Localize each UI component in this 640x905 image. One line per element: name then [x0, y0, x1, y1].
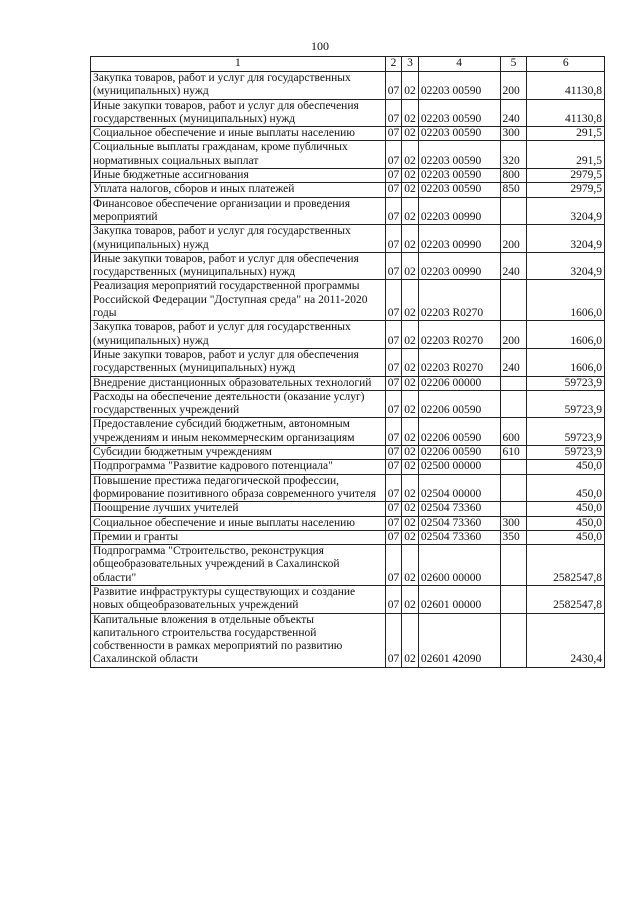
- row-subsection: 02: [402, 502, 419, 516]
- row-expense-type: 300: [500, 127, 527, 141]
- row-name: Премии и гранты: [91, 530, 386, 544]
- row-section: 07: [385, 321, 402, 349]
- table-header-row: [91, 57, 605, 72]
- row-subsection: 02: [402, 127, 419, 141]
- row-amount: 3204,9: [527, 252, 605, 280]
- row-section: 07: [385, 72, 402, 100]
- table-row: [91, 530, 605, 544]
- row-amount: 450,0: [527, 516, 605, 530]
- row-expense-type: [500, 376, 527, 390]
- row-amount: 450,0: [527, 502, 605, 516]
- row-target-article: 02206 00590: [418, 418, 500, 446]
- row-subsection: 02: [402, 72, 419, 100]
- row-section: 07: [385, 418, 402, 446]
- row-subsection: 02: [402, 613, 419, 667]
- row-name: Подпрограмма "Строительство, реконструкция общеобразовательных учреждений в Сахалинской области": [91, 545, 386, 586]
- row-expense-type: 300: [500, 516, 527, 530]
- row-subsection: 02: [402, 321, 419, 349]
- row-subsection: 02: [402, 183, 419, 197]
- table-row: [91, 197, 605, 225]
- row-expense-type: 610: [500, 446, 527, 460]
- row-name: Поощрение лучших учителей: [91, 502, 386, 516]
- table-row: [91, 390, 605, 418]
- row-name: Закупка товаров, работ и услуг для государственных (муниципальных) нужд: [91, 72, 386, 100]
- row-subsection: 02: [402, 169, 419, 183]
- row-subsection: 02: [402, 99, 419, 127]
- budget-table: [90, 56, 605, 668]
- table-row: [91, 99, 605, 127]
- row-amount: 59723,9: [527, 390, 605, 418]
- row-name: Иные закупки товаров, работ и услуг для обеспечения государственных (муниципальных) нужд: [91, 99, 386, 127]
- row-amount: 291,5: [527, 141, 605, 169]
- row-target-article: 02203 00990: [418, 197, 500, 225]
- row-target-article: 02504 73360: [418, 502, 500, 516]
- row-subsection: 02: [402, 530, 419, 544]
- table-row: [91, 460, 605, 474]
- row-subsection: 02: [402, 516, 419, 530]
- table-row: [91, 502, 605, 516]
- row-target-article: 02504 73360: [418, 516, 500, 530]
- row-target-article: 02203 R0270: [418, 321, 500, 349]
- row-section: 07: [385, 390, 402, 418]
- row-section: 07: [385, 516, 402, 530]
- row-name: Подпрограмма "Развитие кадрового потенциала": [91, 460, 386, 474]
- row-expense-type: [500, 585, 527, 613]
- row-amount: 1606,0: [527, 321, 605, 349]
- row-amount: 2430,4: [527, 613, 605, 667]
- row-section: 07: [385, 613, 402, 667]
- row-expense-type: 240: [500, 252, 527, 280]
- table-row: [91, 376, 605, 390]
- row-section: 07: [385, 348, 402, 376]
- row-subsection: 02: [402, 348, 419, 376]
- row-target-article: 02601 00000: [418, 585, 500, 613]
- row-target-article: 02203 00990: [418, 252, 500, 280]
- row-section: 07: [385, 252, 402, 280]
- row-subsection: 02: [402, 197, 419, 225]
- row-expense-type: [500, 460, 527, 474]
- row-expense-type: [500, 545, 527, 586]
- header-col-1: 1: [91, 57, 386, 72]
- row-section: 07: [385, 545, 402, 586]
- row-subsection: 02: [402, 585, 419, 613]
- row-name: Развитие инфраструктуры существующих и создание новых общеобразовательных учреждений: [91, 585, 386, 613]
- row-target-article: 02206 00590: [418, 446, 500, 460]
- table-row: [91, 545, 605, 586]
- row-expense-type: 200: [500, 72, 527, 100]
- table-row: [91, 141, 605, 169]
- row-target-article: 02206 00590: [418, 390, 500, 418]
- row-target-article: 02203 00590: [418, 169, 500, 183]
- header-col-6: 6: [527, 57, 605, 72]
- row-target-article: 02203 00590: [418, 141, 500, 169]
- row-expense-type: 800: [500, 169, 527, 183]
- row-expense-type: [500, 390, 527, 418]
- table-row: [91, 613, 605, 667]
- row-expense-type: [500, 474, 527, 502]
- row-subsection: 02: [402, 390, 419, 418]
- row-name: Повышение престижа педагогической профессии, формирование позитивного образа современного учителя: [91, 474, 386, 502]
- table-row: [91, 474, 605, 502]
- row-amount: 450,0: [527, 474, 605, 502]
- header-col-4: 4: [418, 57, 500, 72]
- row-expense-type: 240: [500, 348, 527, 376]
- row-section: 07: [385, 446, 402, 460]
- row-amount: 59723,9: [527, 418, 605, 446]
- row-section: 07: [385, 197, 402, 225]
- row-name: Субсидии бюджетным учреждениям: [91, 446, 386, 460]
- row-subsection: 02: [402, 280, 419, 321]
- table-row: [91, 252, 605, 280]
- row-target-article: 02203 R0270: [418, 280, 500, 321]
- row-target-article: 02206 00000: [418, 376, 500, 390]
- row-expense-type: [500, 197, 527, 225]
- row-amount: 2979,5: [527, 169, 605, 183]
- row-amount: 1606,0: [527, 348, 605, 376]
- row-target-article: 02203 00590: [418, 99, 500, 127]
- row-target-article: 02203 00590: [418, 72, 500, 100]
- row-section: 07: [385, 183, 402, 197]
- row-section: 07: [385, 99, 402, 127]
- header-col-5: 5: [500, 57, 527, 72]
- row-expense-type: 200: [500, 321, 527, 349]
- table-row: [91, 348, 605, 376]
- row-amount: 2979,5: [527, 183, 605, 197]
- row-expense-type: 350: [500, 530, 527, 544]
- row-name: Социальные выплаты гражданам, кроме публичных нормативных социальных выплат: [91, 141, 386, 169]
- row-subsection: 02: [402, 141, 419, 169]
- row-target-article: 02504 00000: [418, 474, 500, 502]
- row-section: 07: [385, 460, 402, 474]
- row-section: 07: [385, 474, 402, 502]
- row-name: Капитальные вложения в отдельные объекты капитального строительства государственной собственности в рамках мероприятий по развитию Сахалинской области: [91, 613, 386, 667]
- row-section: 07: [385, 141, 402, 169]
- row-name: Социальное обеспечение и иные выплаты населению: [91, 127, 386, 141]
- table-row: [91, 321, 605, 349]
- table-row: [91, 446, 605, 460]
- row-name: Иные закупки товаров, работ и услуг для обеспечения государственных (муниципальных) нужд: [91, 252, 386, 280]
- row-name: Закупка товаров, работ и услуг для государственных (муниципальных) нужд: [91, 321, 386, 349]
- table-body: [91, 72, 605, 668]
- row-section: 07: [385, 530, 402, 544]
- table-row: [91, 280, 605, 321]
- row-expense-type: [500, 613, 527, 667]
- row-section: 07: [385, 127, 402, 141]
- table-row: [91, 127, 605, 141]
- table-row: [91, 225, 605, 253]
- row-subsection: 02: [402, 225, 419, 253]
- row-amount: 41130,8: [527, 72, 605, 100]
- row-name: Предоставление субсидий бюджетным, автономным учреждениям и иным некоммерческим организациям: [91, 418, 386, 446]
- row-subsection: 02: [402, 252, 419, 280]
- row-expense-type: 850: [500, 183, 527, 197]
- row-amount: 59723,9: [527, 446, 605, 460]
- row-name: Расходы на обеспечение деятельности (оказание услуг) государственных учреждений: [91, 390, 386, 418]
- row-target-article: 02203 00590: [418, 183, 500, 197]
- table-row: [91, 418, 605, 446]
- row-target-article: 02504 73360: [418, 530, 500, 544]
- row-subsection: 02: [402, 460, 419, 474]
- row-section: 07: [385, 376, 402, 390]
- row-expense-type: 320: [500, 141, 527, 169]
- page-number: 100: [311, 39, 329, 53]
- row-name: Закупка товаров, работ и услуг для государственных (муниципальных) нужд: [91, 225, 386, 253]
- row-section: 07: [385, 585, 402, 613]
- row-expense-type: [500, 502, 527, 516]
- table-row: [91, 183, 605, 197]
- table-row: [91, 585, 605, 613]
- table-row: [91, 72, 605, 100]
- row-subsection: 02: [402, 545, 419, 586]
- row-subsection: 02: [402, 418, 419, 446]
- row-name: Социальное обеспечение и иные выплаты населению: [91, 516, 386, 530]
- row-name: Иные закупки товаров, работ и услуг для обеспечения государственных (муниципальных) нужд: [91, 348, 386, 376]
- row-subsection: 02: [402, 446, 419, 460]
- row-subsection: 02: [402, 474, 419, 502]
- row-amount: 450,0: [527, 530, 605, 544]
- header-col-2: 2: [385, 57, 402, 72]
- row-name: Иные бюджетные ассигнования: [91, 169, 386, 183]
- row-amount: 3204,9: [527, 197, 605, 225]
- row-section: 07: [385, 169, 402, 183]
- row-amount: 3204,9: [527, 225, 605, 253]
- row-name: Внедрение дистанционных образовательных технологий: [91, 376, 386, 390]
- row-target-article: 02203 00990: [418, 225, 500, 253]
- row-expense-type: 240: [500, 99, 527, 127]
- header-col-3: 3: [402, 57, 419, 72]
- row-subsection: 02: [402, 376, 419, 390]
- row-amount: 2582547,8: [527, 585, 605, 613]
- row-target-article: 02600 00000: [418, 545, 500, 586]
- row-expense-type: 200: [500, 225, 527, 253]
- row-name: Уплата налогов, сборов и иных платежей: [91, 183, 386, 197]
- table-row: [91, 516, 605, 530]
- row-name: Реализация мероприятий государственной программы Российской Федерации "Доступная среда" на 2011-2020 годы: [91, 280, 386, 321]
- row-amount: 450,0: [527, 460, 605, 474]
- row-target-article: 02203 00590: [418, 127, 500, 141]
- row-section: 07: [385, 225, 402, 253]
- row-amount: 41130,8: [527, 99, 605, 127]
- row-amount: 59723,9: [527, 376, 605, 390]
- row-expense-type: [500, 280, 527, 321]
- row-amount: 2582547,8: [527, 545, 605, 586]
- row-target-article: 02203 R0270: [418, 348, 500, 376]
- table-row: [91, 169, 605, 183]
- row-target-article: 02500 00000: [418, 460, 500, 474]
- row-section: 07: [385, 502, 402, 516]
- row-expense-type: 600: [500, 418, 527, 446]
- row-section: 07: [385, 280, 402, 321]
- row-amount: 1606,0: [527, 280, 605, 321]
- row-amount: 291,5: [527, 127, 605, 141]
- row-name: Финансовое обеспечение организации и проведения мероприятий: [91, 197, 386, 225]
- row-target-article: 02601 42090: [418, 613, 500, 667]
